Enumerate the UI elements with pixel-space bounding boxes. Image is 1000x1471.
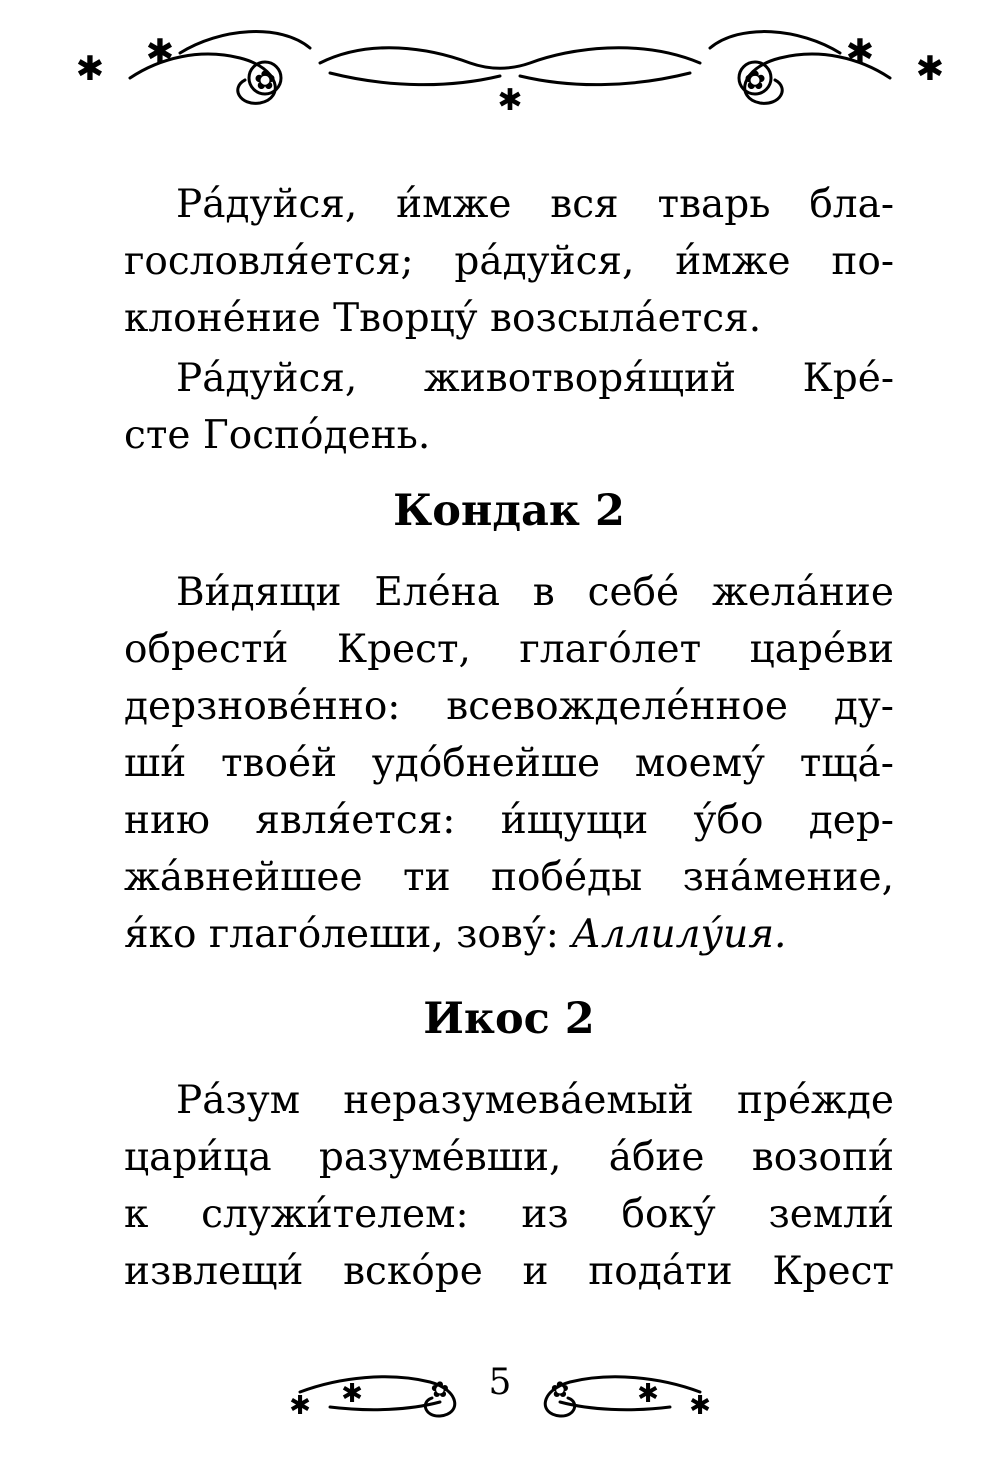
- text-line: Ра́дуйся, и́мже вся тварь бла-: [176, 182, 894, 227]
- svg-text:✱: ✱: [845, 32, 875, 72]
- text-line: к служи́телем: из боку́ земли́: [124, 1192, 894, 1237]
- text-line: Ра́дуйся, животворя́щий Кре́-: [176, 356, 894, 401]
- text-line: [124, 906, 894, 963]
- text-segment: я́ко глаго́леши, зову́:: [124, 912, 572, 957]
- page-number: 5: [488, 1362, 512, 1403]
- text-line: Ра́зум неразумева́емый пре́жде: [176, 1078, 894, 1123]
- paragraph-1: [124, 176, 894, 347]
- svg-text:✿: ✿: [430, 1378, 450, 1403]
- text-line: Ви́дящи Еле́на в себе́ жела́ние: [176, 570, 894, 615]
- svg-text:✿: ✿: [550, 1378, 570, 1403]
- text-line: нию явля́ется: и́щущи у́бо дер-: [124, 798, 894, 843]
- svg-text:✱: ✱: [497, 83, 523, 118]
- svg-text:✱: ✱: [145, 32, 175, 72]
- paragraph-3: [124, 564, 894, 963]
- paragraph-2: [124, 350, 894, 464]
- text-line: извлещи́ вско́ре и пода́ти Крест: [124, 1249, 894, 1294]
- svg-text:✿: ✿: [254, 66, 276, 96]
- alleluia-text: Аллилу́ия.: [571, 912, 787, 957]
- svg-text:✱: ✱: [289, 1391, 311, 1421]
- svg-text:✿: ✿: [744, 66, 766, 96]
- ikos-heading: Икос 2: [423, 994, 595, 1044]
- text-line: клоне́ние Творцу́ возсыла́ется.: [124, 296, 762, 341]
- top-ornament: [70, 18, 950, 118]
- kontakion-heading: Кондак 2: [393, 486, 625, 536]
- text-line: дерзнове́нно: всевожделе́нное ду-: [124, 684, 894, 729]
- text-line: обрести́ Крест, глаго́лет царе́ви: [124, 627, 894, 672]
- text-line: гословля́ется; ра́дуйся, и́мже по-: [124, 239, 894, 284]
- svg-text:✱: ✱: [637, 1379, 659, 1409]
- text-line: ши́ твое́й удо́бнейше моему́ тща́-: [124, 741, 894, 786]
- text-line: жа́внейшее ти побе́ды зна́мение,: [124, 855, 894, 900]
- svg-text:✱: ✱: [689, 1391, 711, 1421]
- svg-text:✱: ✱: [341, 1379, 363, 1409]
- text-line: сте Госпо́день.: [124, 413, 431, 458]
- text-line: цари́ца разуме́вши, а́бие возопи́: [124, 1135, 894, 1180]
- svg-text:✱: ✱: [75, 49, 105, 89]
- paragraph-4: [124, 1072, 894, 1300]
- svg-text:✱: ✱: [915, 49, 945, 89]
